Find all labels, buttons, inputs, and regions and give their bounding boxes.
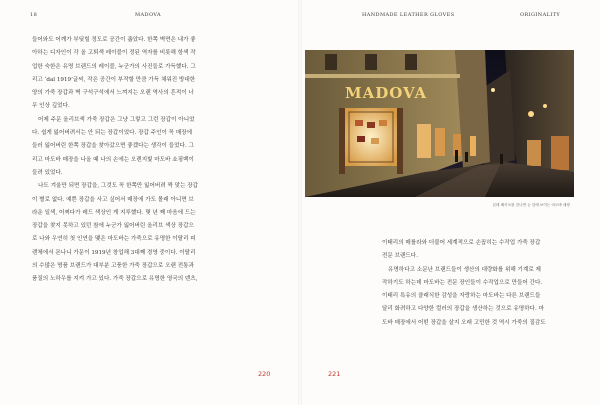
right-page xyxy=(300,0,600,405)
text-line: 다. 쉽게 잃어버려서는 안 되는 장갑이었다. 장갑 주인이 꼭 매장에 xyxy=(32,130,193,137)
page-number-right: 221 xyxy=(328,370,341,378)
right-body-text xyxy=(382,237,582,330)
text-line: 도바 매장에서 어떤 장갑을 살지 오래 고민한 것 역시 가죽의 질감도 xyxy=(382,319,546,326)
text-line: 장갑을 찾지 못하고 있던 참에 누군가 잃어버린 올리브 색상 장갑으 xyxy=(32,223,194,230)
text-line: 리고 ‘dal 1919’글씨, 작은 공간이 부작할 만큼 가득 채워진 방대한 xyxy=(32,76,196,83)
text-line: 들어와도 어깨가 부딪힐 정도로 공간이 좁았다. 한쪽 벽면은 내가 좋 xyxy=(32,37,196,43)
text-line: 라운 일색, 어쩌다가 레드 색상인 게 지루했다. 몇 년 째 마음에 드는 xyxy=(32,209,196,216)
text-line: 아하는 디자인이 각 올 고퇴색 레이블이 정된 역자를 비롯해 항색 작 xyxy=(32,50,196,57)
text-line: 이태리의 메를라와 더불어 세계적으로 손꼽히는 수작업 가죽 장갑 xyxy=(382,240,541,246)
text-line: 전문 브랜드다. xyxy=(382,253,418,260)
text-line: 렌체에서 몬나니 가문이 1919년 창업해 3대째 경영 중이다. 이탈리 xyxy=(32,249,196,256)
text-line: 작하기도 하는데 마도바는 전문 장인들이 수작업으로 만들어 간다. xyxy=(382,279,543,286)
text-line: 유명하다고 소문난 브랜드들이 생산의 대량화를 위해 기계로 제 xyxy=(388,266,541,273)
photo-caption: 몬테 베키오를 건너면 눈 앞에 보이는 마도바 매장 xyxy=(492,203,570,207)
text-line: 의 수많은 명품 브랜드가 대부분 고풍한 가죽 장갑으로 오랜 전통과 xyxy=(32,263,194,270)
text-line: 나도 겨울만 되면 장갑을, 그것도 꼭 한쪽만 잃어버려 짝 맞는 장갑 xyxy=(38,183,199,190)
text-line: 달리 화려하고 다양한 컬러의 장갑을 생산하는 것으로 유명하다. 마 xyxy=(382,306,544,313)
text-line: 들려 있었다. xyxy=(32,169,63,176)
text-line: 이태리 특유의 클래식한 감성을 자랑하는 마도바는 다른 브랜드들 xyxy=(382,293,541,300)
running-header-section: ORIGINALITY xyxy=(520,12,561,18)
left-body-text xyxy=(32,34,242,287)
text-line: 무 인상 깊었다. xyxy=(32,103,70,110)
text-line: 리고 마도바 매장을 나올 때 나의 손에는 오렌지빛 마도바 쇼핑백이 xyxy=(32,156,194,163)
running-header-magazine: MADOVA xyxy=(135,12,162,18)
folio-number: 18 xyxy=(30,12,38,18)
running-header-title: HANDMADE LEATHER GLOVES xyxy=(362,12,455,18)
text-line: 품질의 노하우를 지켜 가고 있다. 가죽 장갑으로 유명한 영국의 덴츠, xyxy=(32,276,198,283)
text-line: 이 별로 없다. 예쁜 장갑을 사고 싶어서 매장에 가도 몰래 아니면 브 xyxy=(32,196,194,203)
text-line: 어제 주문 올리브색 가죽 장갑은 그냥 그렇고 그런 장갑이 아니었 xyxy=(38,116,195,123)
text-line: 로 나와 우연히 첫 인연을 맺은 마도바는 가죽으로 유명한 이탈리 피 xyxy=(32,236,196,243)
text-line: 양의 가죽 장갑과 벽 구석구석에서 느껴지는 오랜 역사의 흔적이 너 xyxy=(32,90,194,97)
text-line: 들러 잃어버린 한쪽 장갑을 찾아갔으면 좋겠다는 생각이 들었다. 그 xyxy=(32,143,194,150)
shop-sign: MADOVA xyxy=(345,84,428,102)
text-line: 업한 숙한은 유명 브랜드의 레이블, 누군가의 사진들로 가득했다. 그 xyxy=(32,63,196,70)
page-number-left: 220 xyxy=(258,370,271,378)
madova-storefront-photo xyxy=(305,50,574,197)
